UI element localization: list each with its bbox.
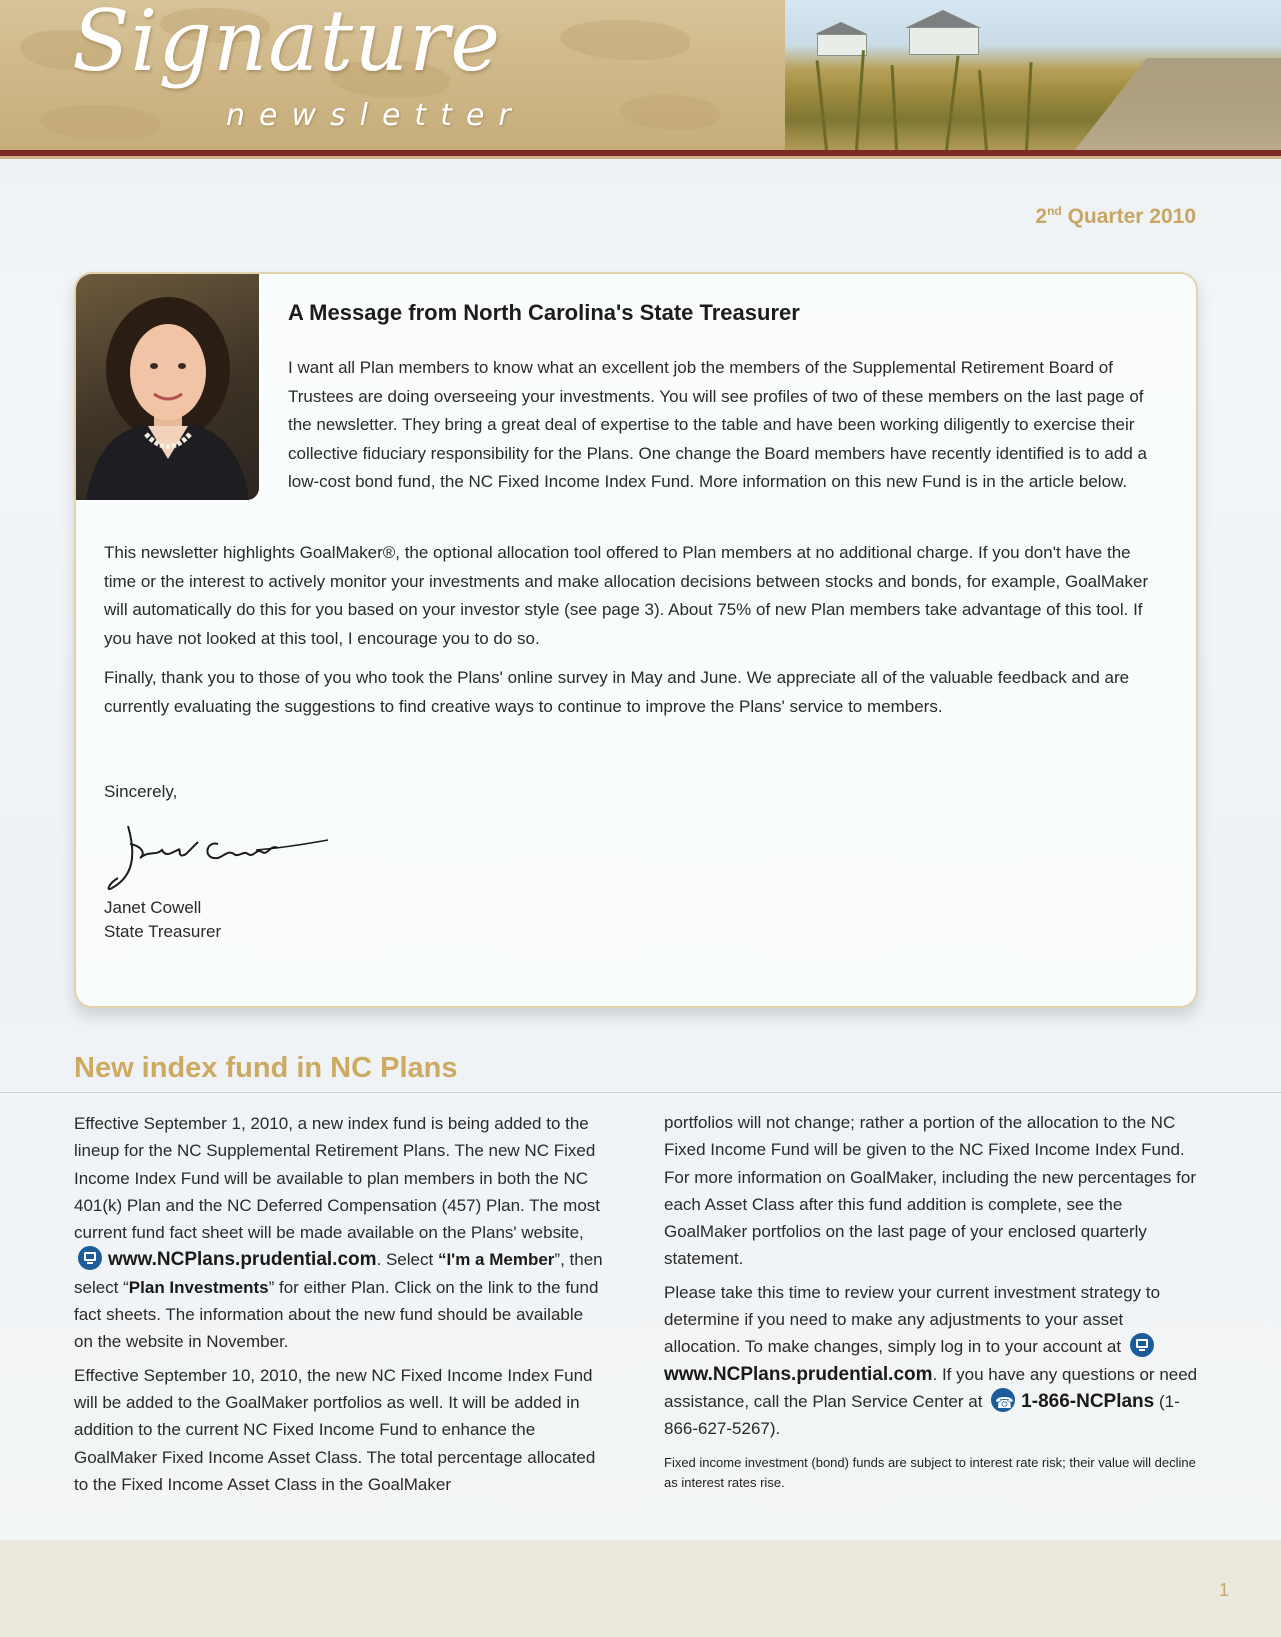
computer-icon: [78, 1246, 102, 1270]
signer-name: Janet Cowell: [104, 898, 202, 917]
article-column-left: [74, 1110, 604, 1504]
member-link-label: I'm a Member: [446, 1250, 555, 1270]
message-closing: Sincerely,: [104, 782, 178, 801]
phone-number[interactable]: 1-866-NCPlans: [1021, 1390, 1155, 1412]
header-stripe-accent: [0, 156, 1281, 159]
message-title: A Message from North Carolina's State Treasurer: [288, 300, 800, 325]
paper-fold-line: [0, 1092, 1281, 1093]
header-photo: [785, 0, 1281, 150]
decorative-shape: [40, 105, 160, 140]
article-title: New index fund in NC Plans: [74, 1052, 458, 1084]
grass-blade: [1025, 62, 1033, 150]
decorative-shape: [560, 20, 690, 60]
issue-date: 2nd Quarter 2010: [1035, 204, 1196, 228]
house: [909, 27, 979, 55]
message-paragraph: This newsletter highlights GoalMaker®, the optional allocation tool offered to Plan members at no additional charge. If you don't have the time or the interest to actively monitor your investments and make allocation decisions between stocks and bonds, for example, GoalMaker will automatically do this for you based on your investor style (see page 3). About 75% of new Plan members take advantage of this tool. If you have not looked at this tool, I encourage you to do so.: [104, 543, 1149, 648]
article-paragraph: Please take this time to review your current investment strategy to determine if you need to make any adjustments to your asset allocation. To make changes, simply log in to your account at www.NCPlans.prudential.com. If you have any questions or need assistance, call the Plan Service Center at ☎ 1-866-NCPlans (1-866-627-5267).: [664, 1279, 1204, 1443]
article-paragraph: Effective September 1, 2010, a new index fund is being added to the lineup for the NC Supplemental Retirement Plans. The new NC Fixed Income Index Fund will be available to plan members in both the NC 401(k) Plan and the NC Deferred Compensation (457) Plan. The most current fund fact sheet will be made available on the Plans' website, www.NCPlans.prudential.com. Select “I'm a Member”, then select “Plan Investments” for either Plan. Click on the link to the fund fact sheets. The information about the new fund should be available on the website in November.: [74, 1114, 603, 1352]
treasurer-message-card: [74, 272, 1198, 1008]
boardwalk: [1053, 58, 1281, 150]
website-link[interactable]: www.NCPlans.prudential.com: [664, 1363, 933, 1385]
logo-title: Signature: [72, 0, 502, 90]
footer-band: [0, 1540, 1281, 1637]
website-link[interactable]: www.NCPlans.prudential.com: [108, 1249, 377, 1271]
treasurer-signature: [106, 814, 336, 894]
grass-blade: [945, 56, 960, 150]
grass-blade: [891, 65, 898, 150]
treasurer-portrait: [76, 274, 259, 500]
masthead-logo-panel: [0, 0, 785, 150]
plan-investments-label: Plan Investments: [128, 1277, 269, 1297]
house: [817, 34, 867, 56]
logo-subtitle: newsletter: [226, 98, 525, 133]
decorative-shape: [620, 95, 720, 130]
article-paragraph: portfolios will not change; rather a portion of the allocation to the NC Fixed Income Fund will be given to the NC Fixed Income Index Fund. For more information on GoalMaker, including the new percentages for each Asset Class after this fund addition is complete, see the GoalMaker portfolios on the last page of your enclosed quarterly statement.: [664, 1113, 1196, 1269]
grass-blade: [855, 50, 865, 150]
masthead: [0, 0, 1281, 150]
message-paragraph: Finally, thank you to those of you who took the Plans' online survey in May and June. We appreciate all of the valuable feedback and are currently evaluating the suggestions to find creative ways to continue to improve the Plans' service to members.: [104, 668, 1130, 716]
grass-blade: [816, 60, 828, 150]
page-number: 1: [1218, 1580, 1229, 1600]
phone-icon: [991, 1388, 1015, 1412]
article-column-right: [664, 1109, 1204, 1499]
message-paragraph: I want all Plan members to know what an excellent job the members of the Supplemental Retirement Board of Trustees are doing overseeing your investments. You will see profiles of two of these members on the last page of the newsletter. They bring a great deal of expertise to the table and have been working diligently to exercise their collective fiduciary responsibility for the Plans. One change the Board members have recently identified is to add a low-cost bond fund, the NC Fixed Income Index Fund. More information on this new Fund is in the article below.: [288, 358, 1147, 491]
house-roof: [905, 10, 981, 28]
grass-blade: [978, 70, 988, 150]
disclaimer: Fixed income investment (bond) funds are subject to interest rate risk; their value will decline as interest rates rise.: [664, 1454, 1196, 1490]
signer-title: State Treasurer: [104, 922, 222, 941]
computer-icon: [1130, 1333, 1154, 1357]
article-paragraph: Effective September 10, 2010, the new NC Fixed Income Index Fund will be added to the GoalMaker portfolios as well. It will be added in addition to the current NC Fixed Income Fund to enhance the GoalMaker Fixed Income Asset Class. The total percentage allocated to the Fixed Income Asset Class in the GoalMaker: [74, 1365, 596, 1494]
house-roof: [815, 22, 867, 34]
